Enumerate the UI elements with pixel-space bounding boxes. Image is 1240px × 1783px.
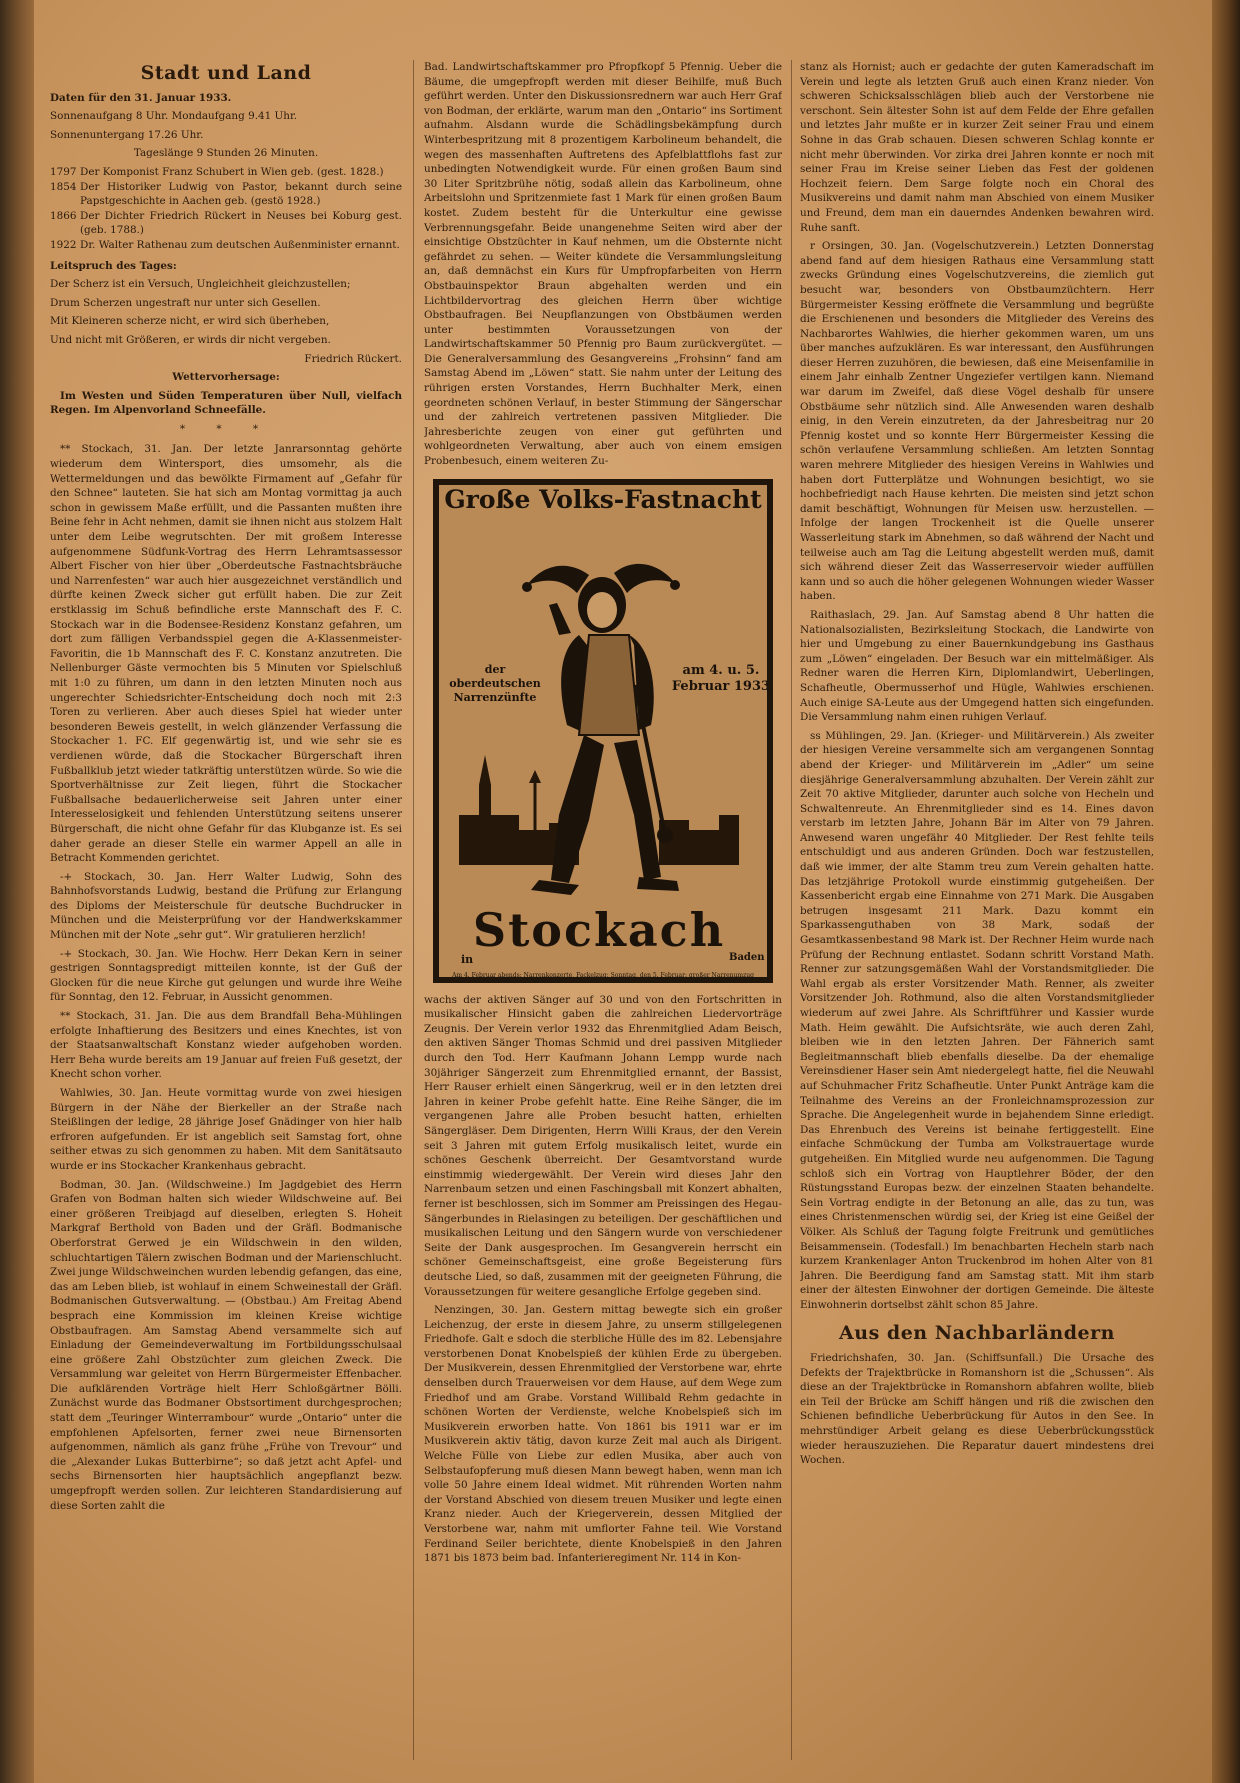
column-rule bbox=[413, 60, 414, 1760]
history-text: Der Dichter Friedrich Rückert in Neuses bei Koburg gest. (geb. 1788.) bbox=[80, 209, 402, 237]
column-middle bbox=[424, 60, 782, 1760]
fastnacht-advertisement bbox=[433, 479, 773, 983]
date-line: Daten für den 31. Januar 1933. bbox=[50, 91, 232, 104]
history-year: 1854 bbox=[50, 180, 77, 193]
column-left bbox=[50, 60, 402, 1760]
weather-text: Im Westen und Süden Temperaturen über Null, vielfach Regen. Im Alpenvorland Schneefälle. bbox=[50, 389, 402, 417]
section-heading-neighbors: Aus den Nachbarländern bbox=[839, 1322, 1115, 1345]
history-year: 1922 bbox=[50, 238, 77, 251]
history-text: Der Historiker Ludwig von Pastor, bekannt durch seine Papstgeschichte in Aachen geb. (gestö 1928.) bbox=[80, 180, 402, 208]
daylength-line: Tageslänge 9 Stunden 26 Minuten. bbox=[133, 147, 319, 160]
history-year: 1866 bbox=[50, 209, 77, 222]
ad-zunft-text: der oberdeutschen Narrenzünfte bbox=[449, 662, 541, 704]
history-entry bbox=[50, 238, 402, 253]
ad-footer: Am 4. Februar abends: Narrenkonzerte, Fackelzug; Sonntag, den 5. Februar: großer Narrenumzug bbox=[452, 971, 754, 979]
page-edge bbox=[1212, 0, 1240, 1783]
article-paragraph: r Orsingen, 30. Jan. (Vogelschutzverein.) Letzten Donnerstag abend fand auf dem hiesigen Rathaus eine Versammlung statt zwecks Gründung eines Vogelschutzvereins, die ziemlich gut besucht war, besonders von Obstbaumzüchtern. Herr Bürgermeister Kessing eröffnete die Versammlung und begrüßte die Erschienenen und besonders die Mitglieder des Vereins des Nachbarortes Wahlwies, die hierher gekommen waren, um uns über manches aufzuklären. Es war interessant, den Ausführungen dieser Herren zuzuhören, die bewiesen, daß eine Meisenfamilie in einem Jahr einhalb Zentner Ungeziefer vertilgen kann. Niemand war darum im Zweifel, daß diese Vögel deshalb für unsere Obstbäume sehr nützlich sind. Alle Anwesenden waren deshalb einig, in den Verein einzutreten, da der Jahresbeitrag nur 20 Pfennig kostet und so konnte Herr Bürgermeister Kessing die schön verlaufene Versammlung schließen. Am letzten Sonntag waren mehrere Mitglieder des hiesigen Vereins in Wahlwies und haben dort Futterplätze und Wohnungen besichtigt, wo sie hochbefriedigt nach Hause kehrten. Die meisten sind jetzt schon damit beschäftigt, Wohnungen für Meisen usw. herzustellen. — Infolge der langen Trockenheit ist die Quelle unserer Wasserleitung stark im Abnehmen, so daß während der Nacht und teilweise auch am Tag die Leitung abgestellt werden muß, damit sich während dieser Zeit das Wasserreservoir wieder auffüllen kann und so auch die höher gelegenen Wohnungen wieder Wasser haben. bbox=[800, 240, 1154, 603]
column-rule bbox=[791, 60, 792, 1760]
ad-city-name: Stockach bbox=[472, 902, 726, 957]
history-entry bbox=[50, 209, 402, 238]
ad-in-text: in bbox=[461, 952, 474, 966]
article-paragraph: Nenzingen, 30. Jan. Gestern mittag bewegte sich ein großer Leichenzug, der erste in diesem Jahre, zu unserm stillgelegenen Friedhofe. Galt e sdoch die sterbliche Hülle des im 82. Lebensjahre verstorbenen Donat Knobelspieß der kühlen Erde zu übergeben. Der Musikverein, dessen Ehrenmitglied der Verstorbene war, ehrte denselben durch Trauerweisen vor dem Hause, auf dem Wege zum Friedhof und am Grabe. Vorstand Willibald Rehm gedachte in schönen Worten der Verdienste, welche Knobelspieß sich im Musikverein erworben hatte. Von 1861 bis 1911 war er im Musikverein aktiv tätig, davon kurze Zeit mal auch als Dirigent. Welche Fülle von Liebe zur edlen Musika, aber auch von Selbstaufopferung muß diesen Mann bewegt haben, wenn man ich volle 50 Jahre einem Ideal widmet. Mit rührenden Worten nahm der Vorstand Abschied von diesem treuen Musiker und legte einen Kranz nieder. Auch der Kriegerverein, dessen Mitglied der Verstorbene war, nahm mit umflorter Fahne teil. Wie Vorstand Ferdinand Seiler berichtete, diente Knobelspieß in den Jahren 1871 bis 1873 beim bad. Infanterieregiment Nr. 114 in Kon- bbox=[424, 1304, 782, 1565]
ad-region: Baden bbox=[729, 951, 765, 963]
motto-line: Drum Scherzen ungestraft nur unter sich Gesellen. bbox=[50, 296, 321, 309]
history-text: Der Komponist Franz Schubert in Wien geb. (gest. 1828.) bbox=[80, 165, 384, 178]
history-year: 1797 bbox=[50, 165, 77, 178]
sunrise-line: Sonnenaufgang 8 Uhr. Mondaufgang 9.41 Uhr. bbox=[50, 110, 298, 123]
article-paragraph: -+ Stockach, 30. Jan. Wie Hochw. Herr Dekan Kern in seiner gestrigen Sonntagspredigt mitteilen konnte, ist der Guß der Glocken für die neue Kirche gut gelungen und wurde ihre Weihe für Sonntag, den 12. Februar, in Aussicht genommen. bbox=[50, 947, 402, 1004]
ad-date-text: am 4. u. 5. Februar 1933 bbox=[671, 662, 771, 694]
article-paragraph: ** Stockach, 31. Jan. Der letzte Janrarsonntag gehörte wiederum dem Wintersport, dies umsomehr, als die Wettermeldungen und das bewölkte Firmament auf „Gefahr für den Schnee“ lauteten. Sie hat sich am Montag vormittag ja auch schon in gewissem Maße erfüllt, und die Passanten mußten ihre Beine fehr in Acht nehmen, damit sie ihnen nicht aus stolzem Halt unter dem Leibe wegrutschten. Der mit großem Interesse aufgenommene Südfunk-Vortrag des Herrn Lehramtsassessor Albert Fischer von hier über „Oberdeutsche Fastnachtsbräuche und Narrenfesten“ war auch hier ausgezeichnet verständlich und dürfte keinen Zweck sicher gut erfüllt haben. Die zur Zeit erstklassig im Schuß befindliche erste Mannschaft des F. C. Stockach war in die Bodensee-Residenz Konstanz gefahren, um dort zum fälligen Verbandsspiel gegen die A-Klassenmeister-Favoritin, die 1b Mannschaft des F. C. Konstanz anzutreten. Die Nellenburger Gäste vermochten bis 5 Minuten vor Spielschluß mit 1:0 zu führen, um dann in den letzten Minuten noch aus ungerechter Schiedsrichter-Entscheidung doch noch mit 2:3 Toren zu verlieren. Aber auch dieses Spiel hat wieder unter besonderen Beweis gestellt, in welch glänzender Verfassung die Stockacher 1. FC. Elf gegenwärtig ist, und wie sehr sie es verdienen würde, daß die Stockacher Bürgerschaft ihren Fußballklub jetzt wieder tatkräftig unterstützen würde. So wie die Sportverhältnisse zur Zeit liegen, führt die Stockacher Fußballsache bedauerlicherweise seit Jahren unter einer Interesselosigkeit und fehlenden Unterstützung seitens unserer Bürgerschaft, die nicht ohne Gefahr für das Klubganze ist. Es sei daher gerade an dieser Stelle ein warmer Appell an alle in Betracht Kommenden gerichtet. bbox=[50, 443, 402, 865]
history-entry bbox=[50, 165, 402, 180]
motto-line: Der Scherz ist ein Versuch, Ungleichheit gleichzustellen; bbox=[50, 278, 351, 291]
motto-line: Mit Kleineren scherze nicht, er wird sich überheben, bbox=[50, 315, 330, 328]
motto-heading: Leitspruch des Tages: bbox=[50, 259, 177, 272]
article-paragraph: Bad. Landwirtschaftskammer pro Pfropfkopf 5 Pfennig. Ueber die Bäume, die umgepfropft werden mit dieser Beihilfe, muß Buch geführt werden. Unter den Diskussionsrednern war auch Herr Graf von Bodman, der erklärte, warum man den „Ontario“ ins Sortiment aufnahm. Alsdann wurde die Schädlingsbekämpfung durch Winterbespritzung mit 8 prozentigem Karbolineum behandelt, die wegen des massenhaften Auftretens des Apfelblattflohs fast zur unbedingten Notwendigkeit wurde. Für einen großen Baum sind 30 Liter Spritzbrühe nötig, sodaß allein das Karbolineum, ohne Arbeitslohn und Spritzenmiete fast 1 Mark für einen großen Baum kostet. Zudem besteht für die Unterkultur eine gewisse Verbrennungsgefahr. Beide unangenehme Seiten wird aber der einsichtige Obstzüchter in Kauf nehmen, um die Obsternte nicht gefährdet zu sehen. — Weiter kündete die Versammlungsleitung an, daß demnächst ein Kurs für Umpfropfarbeiten von Herrn Obstbauinspektor Braun abgehalten werden und ein Lichtbildervortrag des gleichen Herrn über wichtige Obstbaufragen. Bei Neupflanzungen von Obstbäumen werden unter bestimmten Voraussetzungen von der Landwirtschaftskammer 50 Pfennig pro Baum zurückvergütet. — Die Generalversammlung des Gesangvereins „Frohsinn“ fand am Samstag Abend im „Löwen“ statt. Sie nahm unter der Leitung des rührigen ersten Vorstandes, Herrn Buchhalter Merk, einen geordneten schönen Verlauf, in bester Stimmung der Sängerschar und der zahlreich vertretenen passiven Mitglieder. Die Jahresberichte zeugen von einer gut geführten und wohlgeordneten Verwaltung, aber auch von einem emsigen Probenbesuch, einem weiteren Zu- bbox=[424, 61, 782, 468]
binding-spine bbox=[0, 0, 34, 1783]
article-paragraph: ** Stockach, 31. Jan. Die aus dem Brandfall Beha-Mühlingen erfolgte Inhaftierung des Besitzers und eines Knechtes, ist von der Staatsanwaltschaft Konstanz wieder aufgehoben worden. Herr Beha wurde bereits am 19 Januar auf freien Fuß gesetzt, der Knecht schon vorher. bbox=[50, 1010, 402, 1081]
separator-stars: * * * bbox=[179, 422, 273, 435]
article-paragraph: -+ Stockach, 30. Jan. Herr Walter Ludwig, Sohn des Bahnhofsvorstands Ludwig, bestand die Prüfung zur Erlangung des Diploms der Meisterschule für deutsche Buchdrucker in München und die Meisterprüfung vor der Handwerkskammer München mit der Note „sehr gut“. Wir gratulieren herzlich! bbox=[50, 870, 402, 942]
article-paragraph: ss Mühlingen, 29. Jan. (Krieger- und Militärverein.) Als zweiter der hiesigen Vereine versammelte sich am vergangenen Sonntag abend der Krieger- und Militärverein im „Adler“ um seine diesjährige Generalversammlung abzuhalten. Der Verein zählt zur Zeit 70 aktive Mitglieder, darunter auch solche von Hecheln und Schwaltenreute. An Ehrenmitglieder sind es 14. Eines davon verstarb im letzten Jahre, Johann Bär im Alter von 79 Jahren. Anwesend waren ungefähr 40 Mitglieder. Der Rest fehlte teils entschuldigt und aus anderen Gründen. Doch war festzustellen, daß wie immer, der alte Stamm treu zum Verein gehalten hatte. Das letzjährige Protokoll wurde einstimmig gutgeheißen. Der Kassenbericht ergab eine Einnahme von 271 Mark. Die Ausgaben betrugen insgesamt 211 Mark. Dazu kommt ein Sparkassenguthaben von 38 Mark, sodaß der Gesamtkassenbestand 98 Mark ist. Der Rechner Heim wurde nach Prüfung der Rechnung entlastet. Sodann schritt Vorstand Math. Renner zur satzungsgemäßen Wahl der Vorstandsmitglieder. Die Wahl ergab als erster Vorsitzender Math. Renner, als zweiter Vorsitzender Joh. Rothmund, also die alten Vorstandsmitglieder wiederum auf zwei Jahre. Als Schriftführer und Kassier wurde Math. Heim gewählt. Die Aufsichtsräte, wie auch deren Zahl, bleiben wie in den letzten Jahren. Der Fähnerich samt Begleitmannschaft blieb ebenfalls dieselbe. Da der ehemalige Vereinsdiener Haser sein Amt niedergelegt hatte, fiel die Neuwahl auf Schuhmacher Fritz Schafheutle. Unter Punkt Anträge kam die Teilnahme des Vereins an der Fronleichnamsprozession zur Sprache. Die Angelegenheit wurde in bejahendem Sinne erledigt. Das Ehrenbuch des Vereins ist beinahe fertiggestellt. Eine einfache Schmückung der Tumba am Volkstrauertage wurde gutgeheißen. Ein Mitglied wurde neu aufgenommen. Die Tagung schloß sich ein Vortrag von Hauptlehrer Böder, der den Rüstungsstand Europas bezw. der einzelnen Staaten behandelte. Sein Vortrag endigte in der Betonung an alle, das zu tun, was eines Christenmenschen würdig sei, der Krieg ist eine Geißel der Völker. Als Schluß der Tagung folgte Freitrunk und gemütliches Beisammensein. (Todesfall.) Im benachbarten Hecheln starb nach kurzem Krankenlager Anton Truckenbrod im hohen Alter von 81 Jahren. Die Beerdigung fand am Samstag statt. Mit ihm starb einer der ältesten Einwohner der dortigen Gemeinde. Die älteste Einwohnerin dortselbst zählt schon 85 Jahre. bbox=[800, 729, 1154, 1311]
article-paragraph: Bodman, 30. Jan. (Wildschweine.) Im Jagdgebiet des Herrn Grafen von Bodman halten sich wieder Wildschweine auf. Bei einer größeren Treibjagd auf dieselben, erlegten S. Hoheit Markgraf Berthold von Baden und der Gräfl. Bodmanische Oberforstrat Gerwed je ein Wildschwein in den wilden, schluchtartigen Tälern zwischen Bodman und der Marienschlucht. Zwei junge Wildschweinchen wurden lebendig gefangen, das eine, das am Leben blieb, ist wohlauf in einem Schweinestall der Gräfl. Bodmanischen Gutsverwaltung. — (Obstbau.) Am Freitag Abend besprach eine Kommission im kleinen Kreise wichtige Obstbaufragen. Am Samstag Abend versammelte sich auf Einladung der Gemeindeverwaltung im Fortbildungsschulsaal eine größere Zahl Obstzüchter zum gleichen Zweck. Die Versammlung war geleitet von Herrn Bürgermeister Effenbacher. Die aufklärenden Vorträge hielt Herr Schloßgärtner Bölli. Zunächst wurde das Bodmaner Obstsortiment durchgesprochen; statt dem „Teuringer Winterrambour“ wurde „Ontario“ unter die empfohlenen Apfelsorten, ferner zwei neue Birnensorten aufgenommen, nämlich als ganz frühe „Frühe von Trevour“ und die „Alexander Lukas Butterbirne“; so daß jetzt acht Apfel- und sechs Birnensorten hier hauptsächlich angepflanzt bezw. umgepfropft werden sollen. Zur leichteren Standardisierung auf diese Sorten zahlt die bbox=[50, 1178, 402, 1512]
sunset-line: Sonnenuntergang 17.26 Uhr. bbox=[50, 128, 204, 141]
column-right bbox=[800, 60, 1154, 1760]
article-paragraph: Wahlwies, 30. Jan. Heute vormittag wurde von zwei hiesigen Bürgern in der Nähe der Bierkeller an der Straße nach Steißlingen der ledige, 28 jährige Josef Gnädinger von hier halb erfroren aufgefunden. Er ist angeblich seit Samstag fort, ohne seither etwas zu sich genommen zu haben. Mit dem Sanitätsauto wurde er ins Stockacher Krankenhaus gebracht. bbox=[50, 1087, 402, 1172]
weather-heading: Wettervorhersage: bbox=[172, 371, 280, 384]
section-heading: Stadt und Land bbox=[140, 62, 312, 84]
motto-author: Friedrich Rückert. bbox=[304, 352, 402, 365]
ad-title: Große Volks-Fastnacht bbox=[444, 484, 762, 514]
history-text: Dr. Walter Rathenau zum deutschen Außenminister ernannt. bbox=[80, 238, 400, 251]
article-paragraph: stanz als Hornist; auch er gedachte der guten Kameradschaft im Verein und legte als letzten Gruß auch einen Kranz nieder. Von schweren Schicksalsschlägen blieb auch der Verstorbene nie verschont. Sein ältester Sohn ist auf dem Felde der Ehre gefallen und letztes Jahr mußte er in kurzer Zeit seiner Frau und einem Sohne in das Grab schauen. Diesen schweren Schlag konnte er nicht mehr überwinden. Vor zirka drei Jahren konnte er noch mit seiner Frau im Kreise seiner Lieben das Fest der goldenen Hochzeit feiern. Dem Sarge folgte noch ein Choral des Musikvereins und damit nahm man Abschied von einem Musiker und Freund, dem man ein dauerndes Andenken bewahren wird. Ruhe sanft. bbox=[800, 61, 1154, 234]
article-paragraph: Friedrichshafen, 30. Jan. (Schiffsunfall.) Die Ursache des Defekts der Trajektbrücke in Romanshorn ist die „Schussen“. Als diese an der Trajektbrücke in Romanshorn abfahren wollte, blieb ein Teil der Brücke am Schiff hängen und riß die zwischen den Schienen befindliche Ueberbrückung für Autos in den See. In mehrstündiger Arbeit gelang es diese Ueberbrückungsstück wieder herauszuziehen. Die Reparatur dauert mindestens drei Wochen. bbox=[800, 1352, 1154, 1467]
article-paragraph: Raithaslach, 29. Jan. Auf Samstag abend 8 Uhr hatten die Nationalsozialisten, Bezirksleitung Stockach, die Landwirte von hier und Umgebung zu einer Bauernkundgebung ins Gasthaus zum „Löwen“ eingeladen. Der Besuch war ein mittelmäßiger. Als Redner waren die Herren Kirn, Diplomlandwirt, Ueberlingen, Schafheutle, Obermusserhof und Hügle, Wahlwies erschienen. Auch einige SA-Leute aus der Umgegend hatten sich eingefunden. Die Versammlung nahm einen ruhigen Verlauf. bbox=[800, 608, 1154, 724]
history-entry bbox=[50, 180, 402, 209]
article-paragraph: wachs der aktiven Sänger auf 30 und von den Fortschritten in musikalischer Hinsicht gaben die zahlreichen Liedervorträge Zeugnis. Der Verein verlor 1932 das Ehrenmitglied Adam Beisch, den aktiven Sänger Thomas Schmid und drei passiven Mitglieder durch den Tod. Herr Kaufmann Johann Lempp wurde nach 30jähriger Sängerzeit zum Ehrenmitglied ernannt, der Bassist, Herr Rauser erhielt einen Sängerkrug, weil er in den letzten drei Jahren in keiner Probe gefehlt hatte. Eine Reihe Sänger, die im vergangenen Jahre alle Proben besucht hatten, erhielten Sängergläser. Dem Dirigenten, Herrn Willi Kraus, der den Verein seit 3 Jahren mit gutem Erfolg musikalisch leitet, wurde ein schönes Geschenk überreicht. Der Gesamtvorstand wurde einstimmig wiedergewählt. Der Verein wird dieses Jahr den Narrenbaum setzen und einen Faschingsball mit Konzert abhalten, ferner ist beschlossen, sich im Sommer am Preissingen des Hegau-Sängerbundes in Rielasingen zu beteiligen. Der geschäftlichen und musikalischen Leitung und den Sängern wurde von verschiedener Seite der Dank ausgesprochen. Im Gesangverein herrscht ein schöner Gemeinschaftsgeist, eine große Begeisterung fürs deutsche Lied, so daß, zusammen mit der geeigneten Führung, die Voraussetzungen für weitere gesangliche Erfolge gegeben sind. bbox=[424, 993, 782, 1298]
motto-line: Und nicht mit Größeren, er wirds dir nicht vergeben. bbox=[50, 333, 331, 346]
